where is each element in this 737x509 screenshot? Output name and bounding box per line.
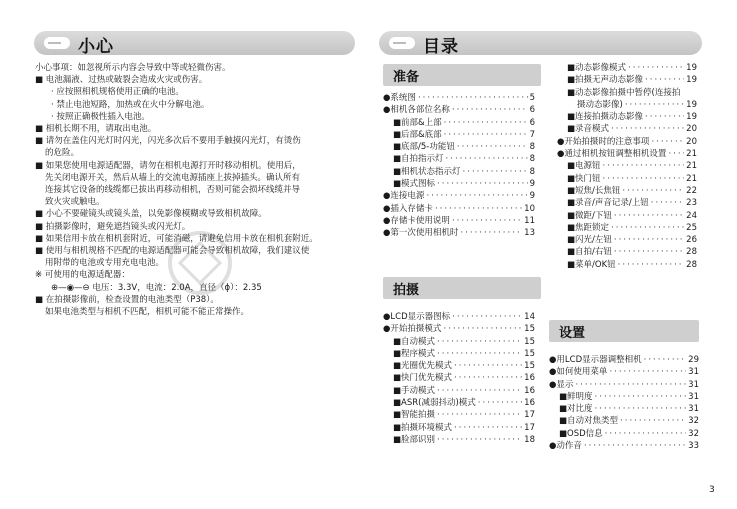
toc-entry <box>383 348 535 360</box>
toc-leader-dots <box>454 360 522 372</box>
toc-leader-dots <box>614 246 684 258</box>
toc-entry-title: 动态影像模式 <box>575 63 627 73</box>
toc-entry <box>549 391 699 403</box>
toc-page-number: 9 <box>529 191 535 202</box>
toc-entry <box>383 215 535 227</box>
toc-bullet: ■ <box>567 210 576 221</box>
toc-leader-dots <box>437 348 522 360</box>
toc-leader-dots <box>444 129 528 141</box>
toc-entry-title: 微距/下钮 <box>575 210 612 221</box>
toc-page-number: 6 <box>529 117 535 128</box>
toc-bullet: ● <box>383 105 391 116</box>
toc-leader-dots <box>651 197 684 209</box>
toc-leader-dots <box>444 117 528 129</box>
toc-page-number: 23 <box>686 198 697 209</box>
toc-page-number: 11 <box>524 215 535 226</box>
toc-bullet: ■ <box>567 161 576 172</box>
caution-line: ■ 如果信用卡放在相机套附近，可能消磁，请避免信用卡放在相机套附近。 <box>35 233 318 244</box>
toc-page-number: 13 <box>524 228 535 239</box>
watermark-stamp-icon <box>155 228 245 298</box>
toc-leader-dots <box>625 99 684 111</box>
toc-entry <box>383 311 535 323</box>
toc-entry-title: 拍摄无声动态影像 <box>575 75 644 86</box>
toc-bullet: ■ <box>567 112 576 123</box>
toc-leader-dots <box>611 222 684 234</box>
toc-entry <box>557 185 697 197</box>
section-heading-label: 准备 <box>393 70 420 85</box>
toc-entry <box>383 397 535 409</box>
toc-entry-title: 智能拍摄 <box>401 410 436 421</box>
toc-entry-title: 如何使用菜单 <box>556 367 608 378</box>
toc-entry <box>383 190 535 202</box>
toc-page-number: 19 <box>686 112 697 123</box>
toc-bullet: ■ <box>567 185 576 196</box>
toc-entry-title: 自动模式 <box>401 336 436 347</box>
toc-leader-dots <box>618 259 685 271</box>
toc-entry <box>557 136 697 148</box>
toc-bullet: ■ <box>393 361 402 372</box>
toc-entry <box>383 203 535 215</box>
toc-leader-dots <box>437 336 522 348</box>
caution-line: ■ 使用与相机规格不匹配的电源适配器可能会导致相机故障，我们建议使 <box>35 246 310 257</box>
toc-page-number: 31 <box>688 379 699 390</box>
toc-page-number: 32 <box>688 428 699 439</box>
toc-leader-dots <box>437 385 522 397</box>
toc-leader-dots <box>645 74 684 86</box>
toc-page-number: 8 <box>529 154 535 165</box>
toc-entry <box>383 117 535 129</box>
section-heading-prepare <box>383 64 541 86</box>
toc-entry-title: 动态影像拍摄中暂停(连接拍 <box>575 87 681 98</box>
toc-entry <box>549 354 699 366</box>
toc-bullet: ● <box>383 324 391 335</box>
toc-bullet: ● <box>383 228 391 239</box>
toc-entry <box>557 74 697 86</box>
toc-entry <box>557 234 697 246</box>
toc-leader-dots <box>668 148 684 160</box>
toc-bullet: ■ <box>567 235 576 246</box>
toc-bullet: ■ <box>393 422 402 433</box>
toc-leader-dots <box>644 354 687 366</box>
toc-page-number: 21 <box>686 173 697 184</box>
toc-entry <box>383 129 535 141</box>
toc-entry <box>557 210 697 222</box>
toc-entry-title: 录音模式 <box>575 124 610 135</box>
toc-entry-title: 快门钮 <box>575 173 601 184</box>
toc-bullet: ■ <box>567 173 576 184</box>
toc-page-number: 18 <box>524 434 535 445</box>
caution-line: ※ 可使用的电源适配器： <box>35 270 130 281</box>
toc-entry-title: 自动对焦类型 <box>567 416 619 427</box>
toc-leader-dots <box>595 391 687 403</box>
toc-bullet: ● <box>383 215 391 226</box>
toc-bullet: ■ <box>393 410 402 421</box>
toc-entry <box>557 87 697 112</box>
toc-page-number: 28 <box>686 247 697 258</box>
toc-entry <box>383 434 535 446</box>
toc-leader-dots <box>457 141 528 153</box>
toc-bullet: ● <box>383 191 391 202</box>
toc-leader-dots <box>614 234 684 246</box>
toc-leader-dots <box>437 434 522 446</box>
toc-leader-dots <box>478 397 522 409</box>
toc-bullet: ■ <box>393 179 402 190</box>
toc-bullet: ■ <box>567 87 576 98</box>
toc-leader-dots <box>443 323 522 335</box>
caution-line: ■ 请勿在盖住闪光灯时闪光，闪光多次后不要用手触摸闪光灯，有烫伤 <box>35 136 301 147</box>
toc-entry-title: 系统图 <box>390 93 416 103</box>
toc-entry <box>549 366 699 378</box>
toc-page-number: 8 <box>529 166 535 177</box>
toc-page-number: 9 <box>529 179 535 190</box>
toc-leader-dots <box>454 372 522 384</box>
toc-leader-dots <box>463 166 528 178</box>
toc-leader-dots <box>628 62 684 74</box>
toc-bullet: ■ <box>559 404 568 415</box>
toc-entry <box>549 415 699 427</box>
toc-entry-title: 对比度 <box>567 404 593 415</box>
toc-entry <box>383 104 535 116</box>
toc-page-number: 19 <box>686 63 697 73</box>
toc-leader-dots <box>437 178 528 190</box>
toc-entry-title: 闪光/左钮 <box>575 235 612 246</box>
toc-leader-dots <box>595 403 687 415</box>
caution-banner <box>34 31 355 55</box>
banner-pill-icon <box>44 37 70 49</box>
toc-leader-dots <box>446 153 528 165</box>
toc-bullet: ■ <box>393 166 402 177</box>
toc-bullet: ■ <box>567 259 576 270</box>
toc-bullet: ■ <box>393 117 402 128</box>
caution-line: 先关闭电源开关，然后从墙上的交流电源插座上拔掉插头。确认所有 <box>45 172 301 183</box>
toc-page-number: 6 <box>529 105 535 116</box>
toc-page-number: 33 <box>688 441 699 452</box>
toc-list-shooting-cont <box>557 62 697 271</box>
toc-page-number: 31 <box>688 367 699 378</box>
toc-leader-dots <box>452 215 522 227</box>
toc-leader-dots <box>418 92 528 104</box>
toc-entry <box>557 160 697 172</box>
caution-line: ⊕—◉—⊖ 电压：3.3V，电流：2.0A，直径（ϕ）：2.35 <box>51 282 262 293</box>
toc-entry <box>383 166 535 178</box>
toc-entry-title: ASR(减弱抖动)模式 <box>401 398 476 409</box>
toc-page-number: 16 <box>524 398 535 409</box>
toc-bullet: ■ <box>393 129 402 140</box>
toc-entry <box>557 173 697 185</box>
toc-list-settings <box>549 354 699 452</box>
toc-leader-dots <box>437 409 522 421</box>
toc-entry <box>557 123 697 135</box>
toc-entry <box>383 178 535 190</box>
toc-entry <box>557 197 697 209</box>
toc-entry-title: 开始拍摄时的注意事项 <box>564 136 650 147</box>
caution-line: 小心事项：如忽视所示内容会导致中等或轻微伤害。 <box>35 63 231 73</box>
toc-entry-title: 存储卡使用说明 <box>390 215 450 226</box>
caution-line: ■ 小心不要碰镜头或镜头盖，以免影像模糊或导致相机故障。 <box>35 209 267 220</box>
toc-entry <box>557 246 697 258</box>
toc-leader-dots <box>645 111 684 123</box>
toc-entry-title: OSD信息 <box>567 428 603 439</box>
toc-page-number: 15 <box>524 336 535 347</box>
toc-leader-dots <box>603 160 685 172</box>
toc-leader-dots <box>460 227 522 239</box>
toc-page-number: 17 <box>524 410 535 421</box>
toc-bullet: ■ <box>567 222 576 233</box>
toc-page-number: 28 <box>686 259 697 270</box>
toc-bullet: ■ <box>393 398 402 409</box>
toc-entry-title: 菜单/OK钮 <box>575 259 616 270</box>
toc-page-number: 14 <box>524 312 535 322</box>
toc-entry-title: 鲜明度 <box>567 391 593 402</box>
toc-leader-dots <box>622 185 684 197</box>
toc-entry <box>383 385 535 397</box>
toc-bullet: ● <box>383 93 391 103</box>
toc-page-number: 22 <box>686 185 697 196</box>
toc-entry <box>557 222 697 234</box>
caution-line: 如果电池类型与相机不匹配，相机可能不能正常操作。 <box>45 307 250 318</box>
toc-bullet: ■ <box>393 434 402 445</box>
toc-entry-title: 光圈优先模式 <box>401 361 453 372</box>
toc-entry-title: 模式图标 <box>401 179 436 190</box>
toc-entry <box>383 336 535 348</box>
toc-bullet: ■ <box>559 391 568 402</box>
toc-bullet: ■ <box>393 142 402 153</box>
contents-banner <box>379 31 702 55</box>
toc-entry <box>383 227 535 239</box>
caution-title: 小心 <box>78 37 114 57</box>
toc-page-number: 15 <box>524 324 535 335</box>
toc-entry-title: 前部&上部 <box>401 117 442 128</box>
toc-leader-dots <box>426 190 527 202</box>
section-heading-label: 拍摄 <box>393 283 420 298</box>
toc-page-number: 21 <box>686 149 697 160</box>
toc-bullet: ● <box>557 136 565 147</box>
toc-bullet: ■ <box>393 348 402 359</box>
toc-entry <box>383 422 535 434</box>
toc-leader-dots <box>452 311 522 323</box>
toc-entry-title: 显示 <box>556 379 574 390</box>
toc-entry-title: 相机状态指示灯 <box>401 166 461 177</box>
toc-entry <box>383 409 535 421</box>
toc-bullet: ■ <box>559 416 568 427</box>
toc-leader-dots <box>651 136 684 148</box>
toc-entry-title: 底部/5-功能钮 <box>401 142 455 153</box>
toc-entry <box>383 141 535 153</box>
toc-entry-title-cont: 摄动态影像) <box>577 99 623 110</box>
toc-entry-title: 自拍指示灯 <box>401 154 444 165</box>
toc-page-number: 5 <box>529 93 535 103</box>
toc-entry <box>383 153 535 165</box>
toc-leader-dots <box>603 173 685 185</box>
toc-page-number: 19 <box>686 75 697 86</box>
caution-line: ■ 拍摄影像时，避免遮挡镜头或闪光灯。 <box>35 221 191 232</box>
toc-page-number: 31 <box>688 404 699 415</box>
toc-entry-title: 用LCD显示器调整相机 <box>556 355 642 365</box>
toc-entry-title: 手动模式 <box>401 385 436 396</box>
toc-entry <box>383 372 535 384</box>
toc-entry-title: LCD显示器图标 <box>390 312 451 322</box>
toc-bullet: ● <box>383 203 391 214</box>
toc-bullet: ● <box>557 149 565 160</box>
caution-line: ■ 在拍摄影像前，检查设置的电池类型（P38）。 <box>35 294 219 305</box>
toc-bullet: ■ <box>393 154 402 165</box>
toc-entry <box>383 323 535 335</box>
toc-bullet: ● <box>383 312 391 322</box>
toc-leader-dots <box>452 104 528 116</box>
toc-entry-title: 通过相机按钮调整相机设置 <box>564 149 667 160</box>
toc-bullet: ■ <box>567 124 576 135</box>
toc-entry-title: 自拍/右钮 <box>575 247 612 258</box>
toc-page-number: 16 <box>524 385 535 396</box>
caution-line: · 按照正确极性插入电池。 <box>51 111 150 122</box>
caution-line: · 应按照相机规格使用正确的电池。 <box>51 87 184 98</box>
section-heading-settings <box>549 320 699 342</box>
caution-line: 的危险。 <box>45 148 80 159</box>
toc-entry <box>549 403 699 415</box>
toc-leader-dots <box>435 203 522 215</box>
caution-line: ■ 电池漏液、过热或破裂会造成火灾或伤害。 <box>35 75 208 86</box>
toc-entry-title: 快门优先模式 <box>401 373 453 384</box>
section-heading-label: 设置 <box>559 326 586 341</box>
section-heading-shooting <box>383 277 541 299</box>
toc-bullet: ■ <box>393 336 402 347</box>
toc-entry <box>383 92 535 104</box>
toc-page-number: 16 <box>524 373 535 384</box>
toc-entry-title: 录音/声音记录/上钮 <box>575 198 649 209</box>
toc-entry-title: 第一次使用相机时 <box>390 228 459 239</box>
toc-list-shooting <box>383 311 535 446</box>
banner-pill-icon <box>389 37 415 49</box>
toc-leader-dots <box>605 428 687 440</box>
toc-bullet: ● <box>549 441 557 452</box>
toc-entry <box>549 428 699 440</box>
toc-bullet: ■ <box>567 75 576 86</box>
toc-bullet: ■ <box>393 385 402 396</box>
toc-entry-title: 后部&底部 <box>401 129 442 140</box>
toc-entry-title: 连接拍摄动态影像 <box>575 112 644 123</box>
caution-line: ■ 如果您使用电源适配器，请勿在相机电源打开时移动相机。使用后， <box>35 160 301 171</box>
toc-list-prepare <box>383 92 535 240</box>
caution-line: ■ 相机长期不用，请取出电池。 <box>35 124 157 135</box>
toc-leader-dots <box>620 415 686 427</box>
toc-entry <box>549 379 699 391</box>
caution-line: 致火灾或触电。 <box>45 197 105 208</box>
toc-page-number: 31 <box>688 391 699 402</box>
contents-title: 目录 <box>423 37 459 57</box>
toc-bullet: ● <box>549 367 557 378</box>
toc-bullet: ● <box>549 379 557 390</box>
toc-leader-dots <box>614 210 684 222</box>
toc-entry-title: 拍摄环境模式 <box>401 422 453 433</box>
toc-entry-title: 相机各部位名称 <box>390 105 450 116</box>
toc-entry-title: 脸部识别 <box>401 434 436 445</box>
toc-entry-title: 插入存储卡 <box>390 203 433 214</box>
toc-bullet: ■ <box>567 198 576 209</box>
page-number: 3 <box>709 485 715 495</box>
toc-leader-dots <box>584 440 686 452</box>
toc-leader-dots <box>575 379 686 391</box>
caution-line: 连接其它设备的线缆都已拔出再移动相机，否则可能会损坏线缆并导 <box>45 185 301 196</box>
caution-line: 用附带的电池或专用充电电池。 <box>45 258 165 269</box>
toc-entry <box>557 111 697 123</box>
toc-page-number: 7 <box>529 129 535 140</box>
toc-entry-title: 焦距锁定 <box>575 222 610 233</box>
toc-bullet: ● <box>549 355 557 365</box>
toc-leader-dots <box>454 422 522 434</box>
toc-entry-title: 开始拍摄模式 <box>390 324 442 335</box>
toc-page-number: 32 <box>688 416 699 427</box>
toc-entry-title: 连接电源 <box>390 191 425 202</box>
toc-page-number: 29 <box>688 355 699 365</box>
toc-entry <box>549 440 699 452</box>
toc-bullet: ■ <box>567 247 576 258</box>
toc-entry <box>557 148 697 160</box>
toc-entry-title: 动作音 <box>556 441 582 452</box>
toc-entry-title: 短焦/长焦钮 <box>575 185 621 196</box>
toc-entry-title: 程序模式 <box>401 348 436 359</box>
toc-page-number: 15 <box>524 348 535 359</box>
toc-page-number: 19 <box>686 99 697 110</box>
toc-entry <box>557 62 697 74</box>
toc-page-number: 8 <box>529 142 535 153</box>
toc-leader-dots <box>611 123 684 135</box>
toc-page-number: 26 <box>686 235 697 246</box>
toc-bullet: ■ <box>559 428 568 439</box>
caution-line: · 禁止电池短路，加热或在火中分解电池。 <box>51 99 210 110</box>
toc-page-number: 15 <box>524 361 535 372</box>
toc-page-number: 10 <box>524 203 535 214</box>
toc-page-number: 17 <box>524 422 535 433</box>
toc-page-number: 20 <box>686 136 697 147</box>
toc-page-number: 24 <box>686 210 697 221</box>
toc-page-number: 25 <box>686 222 697 233</box>
toc-entry-title: 电源钮 <box>575 161 601 172</box>
toc-entry <box>383 360 535 372</box>
toc-entry <box>557 259 697 271</box>
toc-page-number: 21 <box>686 161 697 172</box>
toc-page-number: 20 <box>686 124 697 135</box>
toc-bullet: ■ <box>393 373 402 384</box>
toc-leader-dots <box>609 366 686 378</box>
toc-bullet: ■ <box>567 63 576 73</box>
